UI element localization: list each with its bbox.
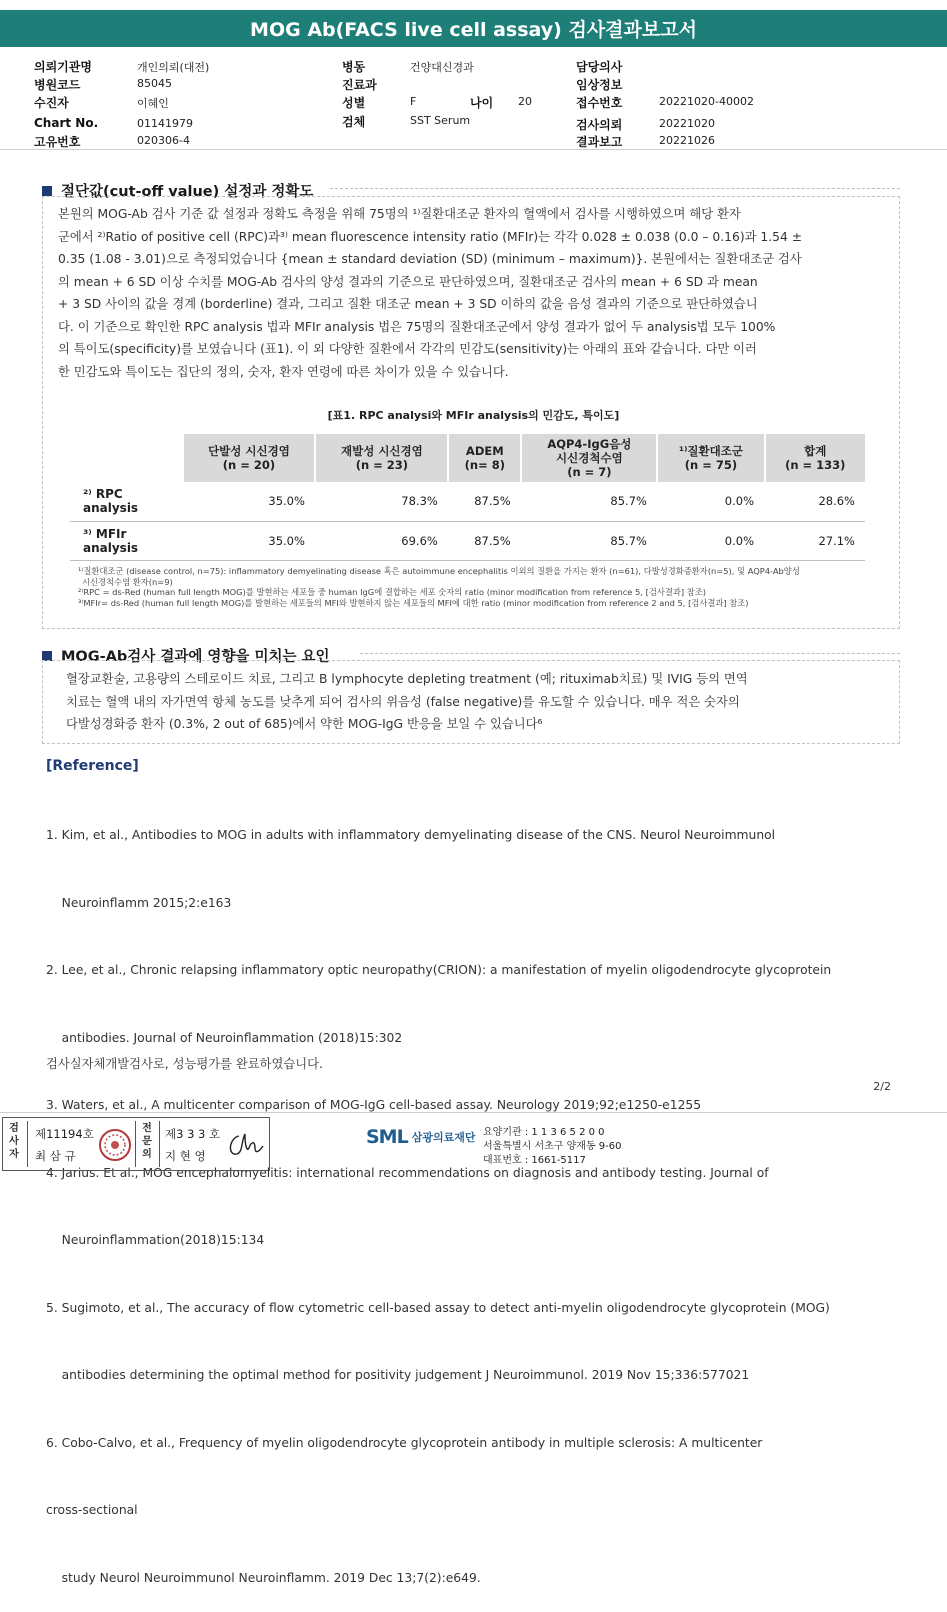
text-line: 한 민감도와 특이도는 집단의 정의, 숫자, 환자 연령에 따른 차이가 있을 수 있습니다.: [58, 364, 509, 379]
signature-icon: [225, 1128, 265, 1164]
table-cell: 87.5%: [448, 482, 521, 521]
specialist-license: 제3 3 3 호: [165, 1127, 221, 1141]
info-label: Chart No.: [34, 116, 99, 130]
patient-info: [0, 56, 947, 150]
reference-item: 6. Cobo-Calvo, et al., Frequency of myelin oligodendrocyte glycoprotein antibody in multiple sclerosis: A multicenter: [46, 1435, 763, 1450]
table-corner: [71, 434, 183, 482]
info-label: 진료과: [342, 78, 377, 92]
info-label: 수진자: [34, 96, 69, 110]
info-value: 20221020-40002: [659, 95, 754, 108]
reference-item: Neuroinflammation(2018)15:134: [46, 1233, 265, 1247]
bullet-square-icon: [42, 186, 52, 196]
info-value: 020306-4: [137, 134, 190, 147]
bullet-square-icon: [42, 651, 52, 661]
info-value: F: [410, 95, 417, 108]
table-footnotes: [78, 566, 878, 608]
column-header: ¹⁾질환대조군 (n = 75): [657, 434, 764, 482]
info-label: 검체: [342, 115, 366, 129]
footnote: ¹⁾질환대조군 (disease control, n=75): inflammatory demyelinating disease 혹은 autoimmune encephalitis 이외의 질환을 가지는 환자 (n=61), 다발성경화증환자(n=5), 및 AQP4-Ab양성: [78, 566, 800, 576]
reference-item: cross-sectional: [46, 1503, 138, 1517]
column-header: 합계 (n = 133): [765, 434, 866, 482]
info-value: 20: [518, 95, 532, 108]
info-label: 결과보고: [576, 135, 623, 149]
info-label: 의뢰기관명: [34, 60, 92, 74]
info-label: 검사의뢰: [576, 118, 623, 132]
examiner-name: 최 삼 규: [35, 1149, 76, 1163]
examiner-label: 검사자: [9, 1123, 19, 1160]
footer-divider: [0, 1112, 947, 1113]
info-label: 병동: [342, 60, 366, 74]
table-cell: 28.6%: [765, 482, 866, 521]
table-row: [71, 482, 866, 521]
table-cell: 0.0%: [657, 521, 764, 560]
reference-item: 1. Kim, et al., Antibodies to MOG in adults with inflammatory demyelinating disease of the CNS. Neurol Neuroimmunol: [46, 828, 776, 842]
section-heading-text: 절단값(cut-off value) 설정과 정확도: [61, 184, 314, 200]
text-line: 본원의 MOG-Ab 검사 기준 값 설정과 정확도 측정을 위해 75명의 ¹⁾질환대조군 환자의 혈액에서 검사를 시행하였으며 해당 환자: [58, 207, 741, 221]
footnote: ²⁾RPC = ds-Red (human full length MOG)를 발현하는 세포들 중 human IgG에 결합하는 세포 숫자의 ratio (minor modification from reference 5, [검사결과] 참조): [78, 587, 707, 597]
company-logo: [366, 1126, 475, 1148]
section-heading-text: MOG-Ab검사 결과에 영향을 미치는 요인: [61, 649, 330, 665]
examiner-license: 제11194호: [35, 1127, 94, 1141]
footnote: ³⁾MFIr= ds-Red (human full length MOG)를 발현하는 세포들의 MFI와 발현하지 않는 세포들의 MFI에 대한 ratio (minor modification from reference 2 and 5, [검사결과] 참조): [78, 597, 749, 608]
text-line: 다발성경화증 환자 (0.3%, 2 out of 685)에서 약한 MOG-IgG 반응을 보일 수 있습니다⁶: [66, 717, 543, 731]
address-line: 요양기관 : 1 1 3 6 5 2 0 0: [483, 1127, 605, 1138]
column-header: ADEM (n= 8): [448, 434, 521, 482]
reference-item: 3. Waters, et al., A multicenter comparison of MOG-IgG cell-based assay. Neurology 2019;92;e1250-e1255: [46, 1098, 702, 1112]
divider: [159, 1121, 160, 1167]
text-line: 0.35 (1.08 - 3.01)으로 측정되었습니다 {mean ± standard deviation (SD) (minimum – maximum)}. 본원에서는 질환대조군 검사: [58, 252, 802, 266]
table-cell: 87.5%: [448, 521, 521, 560]
divider: [27, 1121, 28, 1167]
reference-heading: [Reference]: [46, 758, 139, 774]
text-line: 혈장교환술, 고용량의 스테로이드 치료, 그리고 B lymphocyte depleting treatment (예; rituximab치료) 및 IVIG 등의 면역: [66, 672, 748, 686]
table-cell: 69.6%: [315, 521, 448, 560]
reference-item: Neuroinflamm 2015;2:e163: [46, 895, 232, 910]
table-cell: 78.3%: [315, 482, 448, 521]
report-title: MOG Ab(FACS live cell assay) 검사결과보고서: [0, 10, 947, 47]
info-value: 20221026: [659, 134, 715, 147]
info-label: 접수번호: [576, 96, 623, 110]
column-header: 재발성 시신경염 (n = 23): [315, 434, 448, 482]
text-line: 치료는 혈액 내의 자가면역 항체 농도를 낮추게 되어 검사의 위음성 (false negative)를 유도할 수 있습니다. 매우 적은 숫자의: [66, 694, 740, 709]
page-number: 2/2: [873, 1080, 891, 1093]
table-caption: [표1. RPC analysi와 MFIr analysis의 민감도, 특이도]: [327, 409, 620, 422]
seal-stamp-icon: [98, 1126, 132, 1164]
info-value: 85045: [137, 77, 172, 90]
table-cell: 27.1%: [765, 521, 866, 560]
signature-box: [2, 1117, 270, 1171]
row-label: ³⁾ MFIr analysis: [71, 521, 183, 560]
footnote: 시신경척수염 환자(n=9): [82, 576, 173, 587]
reference-item: study Neurol Neuroimmunol Neuroinflamm. 2019 Dec 13;7(2):e649.: [46, 1570, 481, 1585]
reference-item: 2. Lee, et al., Chronic relapsing inflammatory optic neuropathy(CRION): a manifestation of myelin oligodendrocyte glycoprotein: [46, 963, 832, 977]
info-value: SST Serum: [410, 114, 471, 127]
cutoff-paragraph: [58, 203, 893, 383]
reference-item: 5. Sugimoto, et al., The accuracy of flow cytometric cell-based assay to detect anti-myelin oligodendrocyte glycoprotein (MOG): [46, 1300, 830, 1315]
divider: [360, 653, 900, 654]
info-label: 임상정보: [576, 78, 623, 92]
column-header: 단발성 시신경염 (n = 20): [183, 434, 316, 482]
info-value: 이혜인: [137, 97, 169, 110]
factors-paragraph: [66, 668, 896, 736]
table-row: [71, 521, 866, 560]
info-label: 고유번호: [34, 135, 81, 149]
column-header: AQP4-IgG음성 시신경척수염 (n = 7): [521, 434, 657, 482]
info-value: 건양대신경과: [410, 61, 474, 74]
text-line: 다. 이 기준으로 확인한 RPC analysis 법과 MFIr analysis 법은 75명의 질환대조군에서 양성 결과가 없어 두 analysis법 모두 100%: [58, 319, 776, 334]
info-label: 담당의사: [576, 60, 623, 74]
company-address: [483, 1126, 622, 1168]
text-line: 의 특이도(specificity)를 보였습니다 (표1). 이 외 다양한 질환에서 각각의 민감도(sensitivity)는 아래의 표와 같습니다. 다만 이러: [58, 342, 757, 356]
info-label: 나이: [470, 96, 494, 110]
reference-item: 4. Jarius. Et al., MOG encephalomyelitis: international recommendations on diagnosis and antibody testing. Journal of: [46, 1165, 769, 1180]
info-label: 병원코드: [34, 78, 81, 92]
divider: [330, 188, 900, 189]
results-table: [70, 434, 865, 561]
table-cell: 85.7%: [521, 482, 657, 521]
reference-item: antibodies. Journal of Neuroinflammation (2018)15:302: [46, 1030, 403, 1045]
table-cell: 35.0%: [183, 521, 316, 560]
specialist-name: 지 현 영: [165, 1149, 206, 1163]
address-line: 서울특별시 서초구 양재동 9-60: [483, 1141, 622, 1152]
address-line: 대표번호 : 1661-5117: [483, 1155, 586, 1166]
logo-name: 삼광의료재단: [411, 1131, 476, 1144]
info-value: 20221020: [659, 117, 715, 130]
text-line: 군에서 ²⁾Ratio of positive cell (RPC)과³⁾ mean fluorescence intensity ratio (MFIr)는 각각 0.028 ± 0.038 (0.0 – 0.16)과 1.54 ±: [58, 229, 802, 244]
info-value: 01141979: [137, 117, 193, 130]
row-label: ²⁾ RPC analysis: [71, 482, 183, 521]
text-line: + 3 SD 사이의 값을 경계 (borderline) 결과, 그리고 질환 대조군 mean + 3 SD 이하의 값을 음성 결과의 기준으로 판단하였습니: [58, 297, 758, 311]
validation-note: 검사실자체개발검사로, 성능평가를 완료하였습니다.: [46, 1057, 323, 1071]
info-value: 개인의뢰(대전): [137, 61, 210, 74]
reference-item: antibodies determining the optimal method for positivity judgement J Neuroimmunol. 2019 Nov 15;336:577021: [46, 1368, 750, 1382]
reference-list: [46, 779, 906, 1612]
table-cell: 35.0%: [183, 482, 316, 521]
specialist-label: 전문의: [142, 1123, 152, 1160]
logo-mark: SML: [366, 1126, 408, 1148]
info-label: 성별: [342, 96, 366, 110]
table-cell: 85.7%: [521, 521, 657, 560]
text-line: 의 mean + 6 SD 이상 수치를 MOG-Ab 검사의 양성 결과의 기준으로 판단하였으며, 질환대조군 검사의 mean + 6 SD 과 mean: [58, 274, 758, 289]
table-cell: 0.0%: [657, 482, 764, 521]
divider: [135, 1121, 136, 1167]
